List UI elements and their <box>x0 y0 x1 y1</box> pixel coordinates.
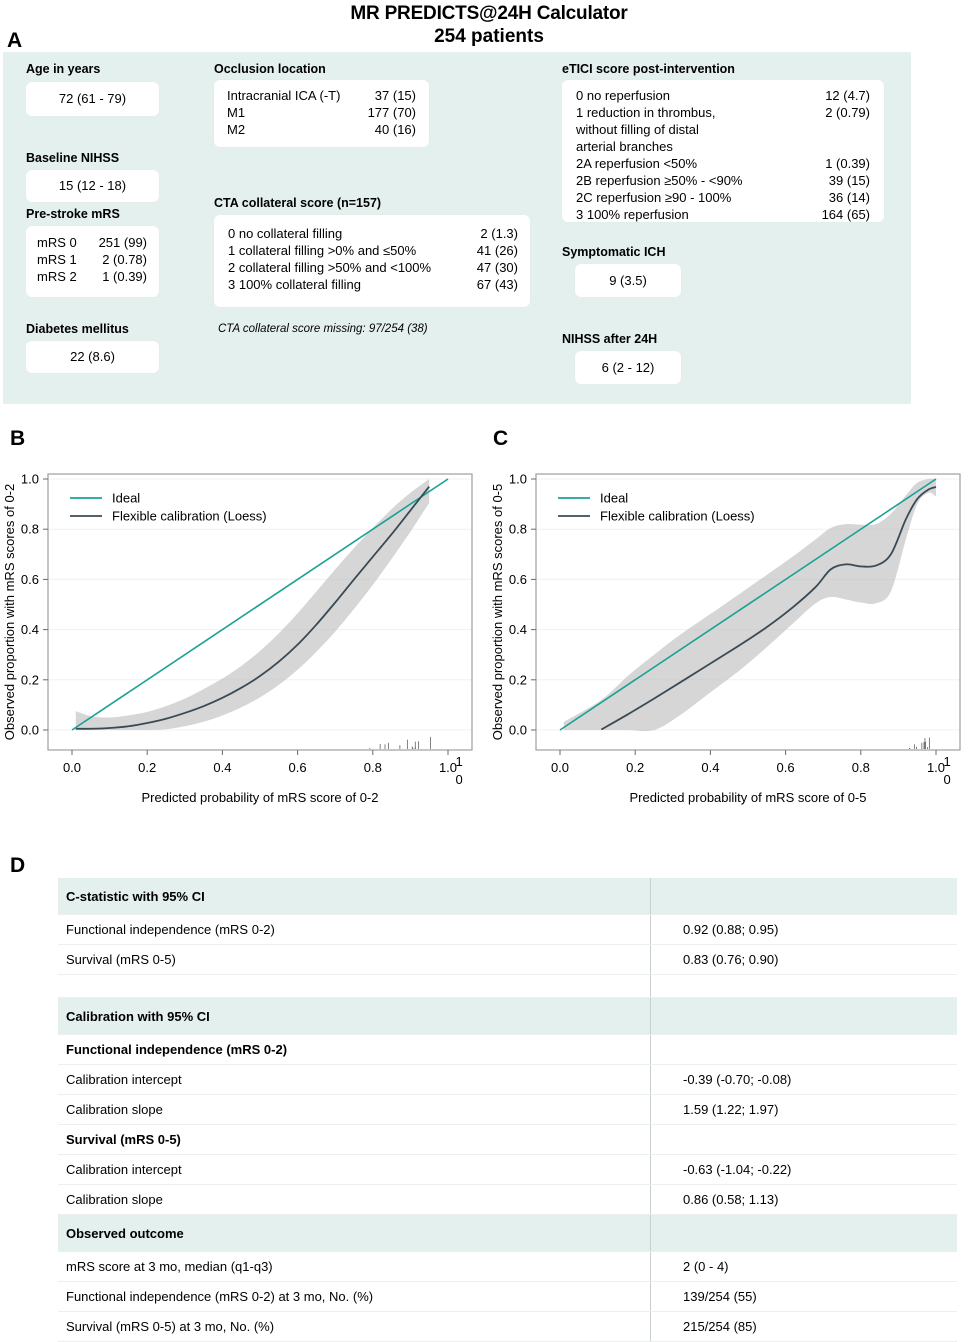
y-tick-label: 0.2 <box>508 672 527 688</box>
rug-label-zero: 0 <box>943 772 951 787</box>
x-tick-label: 0.0 <box>550 760 570 775</box>
table-row <box>58 1095 957 1125</box>
y-tick-label: 1.0 <box>20 471 39 487</box>
legend-label-flexible: Flexible calibration (Loess) <box>112 508 267 524</box>
label-prestroke-mrs: Pre-stroke mRS <box>26 207 120 221</box>
rug-label-one: 1 <box>943 754 951 769</box>
table-cell-value: 2 (0 - 4) <box>651 1252 958 1282</box>
list-item: M2 40 (16) <box>227 122 416 137</box>
table-section-header-value <box>651 998 958 1035</box>
label-baseline-nihss: Baseline NIHSS <box>26 151 120 165</box>
results-table-body <box>58 878 957 1342</box>
list-item: mRS 2 1 (0.39) <box>37 269 147 284</box>
chart-panel-b <box>0 450 490 840</box>
y-axis-title: Observed proportion with mRS scores of 0-2 <box>2 483 17 741</box>
table-section-header <box>58 998 957 1035</box>
table-section-header-value <box>651 1215 958 1252</box>
label-age: Age in years <box>26 62 101 76</box>
list-item: 2 collateral filling >50% and <100% 47 (30) <box>228 260 518 275</box>
y-tick-label: 0.6 <box>508 571 527 587</box>
figure-title <box>0 2 978 48</box>
list-item: without filling of distal <box>576 122 699 137</box>
y-tick-label: 0.4 <box>508 622 527 638</box>
table-cell-label: Calibration slope <box>58 1185 651 1215</box>
table-cell-value: 0.92 (0.88; 0.95) <box>651 915 958 945</box>
table-row <box>58 1125 957 1155</box>
label-sich: Symptomatic ICH <box>562 245 666 259</box>
list-item: M1 177 (70) <box>227 105 416 120</box>
table-cell-value: 1.59 (1.22; 1.97) <box>651 1095 958 1125</box>
x-tick-label: 0.0 <box>62 760 82 775</box>
box-age <box>26 82 159 116</box>
value-baseline-nihss: 15 (12 - 18) <box>58 178 127 193</box>
calibration-plot-mrs-0-2 <box>0 450 490 840</box>
label-etici: eTICI score post-intervention <box>562 62 735 76</box>
y-tick-label: 0.6 <box>20 571 39 587</box>
x-tick-label: 0.4 <box>701 760 720 775</box>
list-item: mRS 1 2 (0.78) <box>37 252 147 267</box>
box-diabetes <box>26 341 159 373</box>
figure-title-line2: 254 patients <box>434 26 544 47</box>
rug-label-zero: 0 <box>455 772 463 787</box>
y-tick-label: 1.0 <box>508 471 527 487</box>
label-occlusion: Occlusion location <box>214 62 326 76</box>
list-item: Intracranial ICA (-T) 37 (15) <box>227 88 416 103</box>
value-nihss-24h: 6 (2 - 12) <box>601 360 655 375</box>
x-tick-label: 1.0 <box>438 760 458 775</box>
table-cell-label: mRS score at 3 mo, median (q1-q3) <box>58 1252 651 1282</box>
box-occlusion <box>214 80 429 147</box>
panel-label-d: D <box>10 854 26 877</box>
note-cta-missing: CTA collateral score missing: 97/254 (38) <box>218 323 428 335</box>
table-cell-value: 0.86 (0.58; 1.13) <box>651 1185 958 1215</box>
table-cell-label: Calibration slope <box>58 1095 651 1125</box>
table-row <box>58 945 957 975</box>
box-sich <box>575 264 681 297</box>
table-cell-label: Functional independence (mRS 0-2) at 3 mo, No. (%) <box>58 1282 651 1312</box>
table-cell-value: 0.83 (0.76; 0.90) <box>651 945 958 975</box>
table-section-header-label: C-statistic with 95% CI <box>58 878 651 915</box>
x-tick-label: 0.2 <box>626 760 645 775</box>
list-item: 0 no reperfusion 12 (4.7) <box>576 88 870 103</box>
table-section-header <box>58 878 957 915</box>
rug-label-one: 1 <box>455 754 463 769</box>
y-tick-label: 0.8 <box>20 521 39 537</box>
table-cell-value: 139/254 (55) <box>651 1282 958 1312</box>
x-tick-label: 1.0 <box>926 760 946 775</box>
list-item: 1 collateral filling >0% and ≤50% 41 (26) <box>228 243 518 258</box>
list-item: 1 reduction in thrombus, 2 (0.79) <box>576 105 870 120</box>
panel-label-c: C <box>493 427 509 450</box>
table-cell-value <box>651 1035 958 1065</box>
table-row <box>58 1035 957 1065</box>
table-section-gap <box>58 975 957 998</box>
value-sich: 9 (3.5) <box>609 273 647 288</box>
table-gap-cell <box>58 975 651 998</box>
box-cta-score <box>214 215 530 307</box>
legend-label-ideal: Ideal <box>112 490 141 506</box>
table-row <box>58 1185 957 1215</box>
list-item: mRS 0 251 (99) <box>37 235 147 250</box>
table-section-header-value <box>651 878 958 915</box>
table-cell-value: -0.63 (-1.04; -0.22) <box>651 1155 958 1185</box>
list-item: 3 100% reperfusion 164 (65) <box>576 207 870 222</box>
list-item: 0 no collateral filling 2 (1.3) <box>228 226 518 241</box>
list-item: arterial branches <box>576 139 673 154</box>
box-prestroke-mrs <box>26 226 159 297</box>
figure-title-line1: MR PREDICTS@24H Calculator <box>350 3 628 24</box>
table-section-header-label: Calibration with 95% CI <box>58 998 651 1035</box>
list-item: 2B reperfusion ≥50% - <90% 39 (15) <box>576 173 870 188</box>
x-axis-title: Predicted probability of mRS score of 0-2 <box>141 790 379 805</box>
table-cell-label: Calibration intercept <box>58 1065 651 1095</box>
table-cell-label: Survival (mRS 0-5) <box>58 945 651 975</box>
y-tick-label: 0.0 <box>508 722 527 738</box>
label-diabetes: Diabetes mellitus <box>26 322 129 336</box>
table-row <box>58 915 957 945</box>
table-cell-label: Functional independence (mRS 0-2) <box>58 915 651 945</box>
x-tick-label: 0.6 <box>776 760 795 775</box>
panel-label-b: B <box>10 427 26 450</box>
table-cell-value: 215/254 (85) <box>651 1312 958 1342</box>
label-cta-score: CTA collateral score (n=157) <box>214 196 382 210</box>
y-tick-label: 0.2 <box>20 672 39 688</box>
table-row <box>58 1282 957 1312</box>
y-axis-title: Observed proportion with mRS scores of 0-5 <box>490 483 505 741</box>
y-tick-label: 0.8 <box>508 521 527 537</box>
table-section-header-label: Observed outcome <box>58 1215 651 1252</box>
box-baseline-nihss <box>26 170 159 202</box>
results-table <box>58 878 916 1342</box>
chart-panel-c <box>488 450 978 840</box>
table-section-header <box>58 1215 957 1252</box>
list-item: 3 100% collateral filling 67 (43) <box>228 277 518 292</box>
table-cell-value <box>651 1125 958 1155</box>
list-item: 2C reperfusion ≥90 - 100% 36 (14) <box>576 190 870 205</box>
x-tick-label: 0.6 <box>288 760 307 775</box>
y-tick-label: 0.0 <box>20 722 39 738</box>
x-tick-label: 0.4 <box>213 760 232 775</box>
value-diabetes: 22 (8.6) <box>70 349 115 364</box>
value-age: 72 (61 - 79) <box>58 91 127 106</box>
table-row <box>58 1155 957 1185</box>
table-cell-label: Functional independence (mRS 0-2) <box>58 1035 651 1065</box>
x-tick-label: 0.8 <box>363 760 382 775</box>
table-row <box>58 1252 957 1282</box>
list-item: 2A reperfusion <50% 1 (0.39) <box>576 156 870 171</box>
table-cell-label: Survival (mRS 0-5) <box>58 1125 651 1155</box>
calibration-plot-mrs-0-5 <box>488 450 978 840</box>
table-cell-label: Calibration intercept <box>58 1155 651 1185</box>
legend-label-flexible: Flexible calibration (Loess) <box>600 508 755 524</box>
x-tick-label: 0.8 <box>851 760 870 775</box>
legend-label-ideal: Ideal <box>600 490 629 506</box>
label-nihss-24h: NIHSS after 24H <box>562 332 658 346</box>
table-cell-value: -0.39 (-0.70; -0.08) <box>651 1065 958 1095</box>
x-tick-label: 0.2 <box>138 760 157 775</box>
box-etici <box>562 80 884 222</box>
y-tick-label: 0.4 <box>20 622 39 638</box>
box-nihss-24h <box>575 351 681 384</box>
table-row <box>58 1065 957 1095</box>
table-gap-cell <box>651 975 958 998</box>
x-axis-title: Predicted probability of mRS score of 0-5 <box>629 790 867 805</box>
table-row <box>58 1312 957 1342</box>
panel-label-a: A <box>7 29 23 52</box>
table-cell-label: Survival (mRS 0-5) at 3 mo, No. (%) <box>58 1312 651 1342</box>
